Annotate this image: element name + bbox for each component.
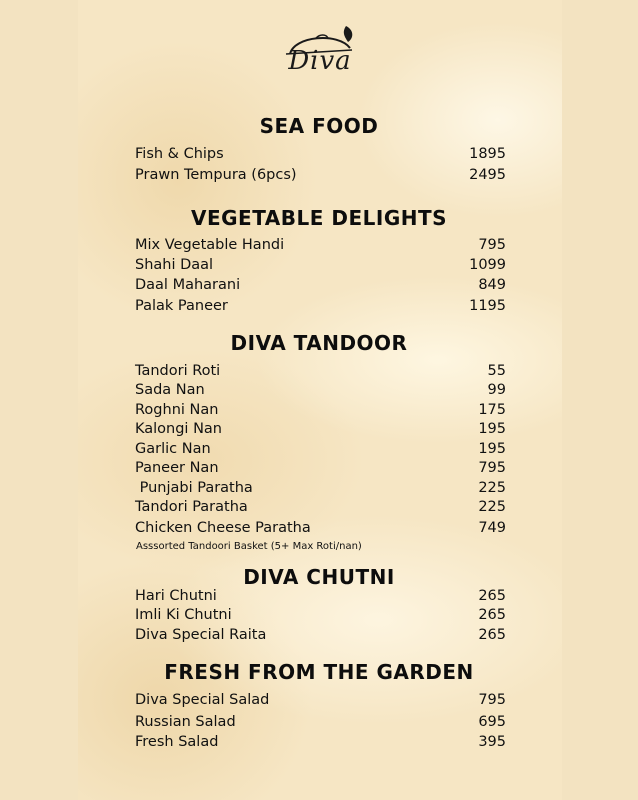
item-price: 265: [478, 627, 506, 643]
menu-item: [135, 144, 506, 164]
item-name: Chicken Cheese Paratha: [135, 520, 311, 536]
item-price: 175: [478, 402, 506, 418]
menu-item: [135, 732, 506, 752]
item-name: Shahi Daal: [135, 257, 214, 273]
menu-item: [135, 497, 506, 517]
menu-item: [135, 478, 506, 498]
menu-item: [135, 712, 506, 732]
item-price: 99: [487, 382, 506, 398]
logo-text: Diva: [288, 46, 352, 76]
menu-item: [135, 361, 506, 381]
item-name: Imli Ki Chutni: [135, 607, 232, 623]
item-name: Fish & Chips: [135, 146, 224, 162]
menu-item: [135, 458, 506, 478]
item-name: Diva Special Salad: [135, 692, 270, 708]
section-title-diva-chutni: DIVA CHUTNI: [243, 565, 395, 589]
menu-item: [135, 235, 506, 255]
item-price: 1099: [469, 257, 506, 273]
item-price: 849: [478, 277, 506, 293]
item-price: 195: [478, 421, 506, 437]
item-name: Prawn Tempura (6pcs): [135, 167, 297, 183]
menu-item: [135, 275, 506, 295]
menu-item: [135, 439, 506, 459]
item-price: 225: [478, 480, 506, 496]
item-name: Russian Salad: [135, 714, 236, 730]
tandoori-basket-note: Asssorted Tandoori Basket (5+ Max Roti/nan): [136, 541, 362, 552]
menu-item: [135, 518, 506, 538]
menu-item: [135, 165, 506, 185]
item-price: 795: [478, 460, 506, 476]
item-price: 795: [478, 692, 506, 708]
item-price: 795: [478, 237, 506, 253]
diva-logo: [276, 18, 364, 82]
item-price: 195: [478, 441, 506, 457]
item-name: Roghni Nan: [135, 402, 219, 418]
menu-item: [135, 400, 506, 420]
item-price: 225: [478, 499, 506, 515]
item-price: 395: [478, 734, 506, 750]
item-name: Sada Nan: [135, 382, 205, 398]
item-price: 265: [478, 588, 506, 604]
menu-item: [135, 605, 506, 625]
item-name: Garlic Nan: [135, 441, 211, 457]
menu-item: [135, 380, 506, 400]
menu-item: [135, 586, 506, 606]
menu-item: [135, 690, 506, 710]
item-name: Diva Special Raita: [135, 627, 267, 643]
item-name: Paneer Nan: [135, 460, 219, 476]
item-price: 695: [478, 714, 506, 730]
section-title-fresh-from-the-garden: FRESH FROM THE GARDEN: [164, 660, 474, 684]
item-name: Daal Maharani: [135, 277, 241, 293]
menu-item: [135, 419, 506, 439]
section-title-sea-food: SEA FOOD: [259, 114, 379, 138]
item-price: 265: [478, 607, 506, 623]
item-name: Hari Chutni: [135, 588, 217, 604]
item-price: 749: [478, 520, 506, 536]
item-price: 1895: [469, 146, 506, 162]
item-name: Fresh Salad: [135, 734, 219, 750]
item-price: 2495: [469, 167, 506, 183]
item-name: Mix Vegetable Handi: [135, 237, 285, 253]
item-name: Tandori Roti: [135, 363, 221, 379]
item-name: Kalongi Nan: [135, 421, 222, 437]
item-name: Palak Paneer: [135, 298, 228, 314]
section-title-diva-tandoor: DIVA TANDOOR: [230, 331, 408, 355]
section-title-vegetable-delights: VEGETABLE DELIGHTS: [190, 206, 448, 230]
item-name: Tandori Paratha: [135, 499, 248, 515]
menu-item: [135, 625, 506, 645]
item-price: 1195: [469, 298, 506, 314]
item-name: Punjabi Paratha: [135, 480, 253, 496]
menu-item: [135, 255, 506, 275]
item-price: 55: [487, 363, 506, 379]
menu-item: [135, 296, 506, 316]
